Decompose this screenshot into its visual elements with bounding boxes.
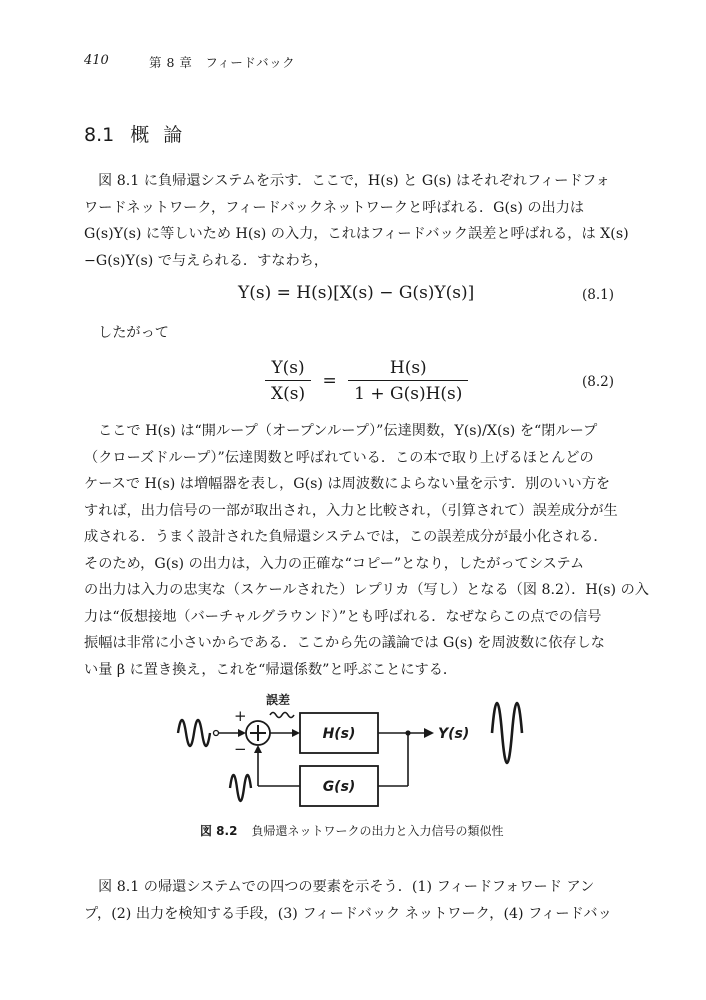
text-line: ケースで H(s) は増幅器を表し，G(s) は周波数によらない量を示す．別のいい方を	[84, 476, 611, 492]
text-line: すれば，出力信号の一部が取出され，入力と比較され，（引算されて）誤差成分が生	[84, 502, 618, 519]
text-line: 成される．うまく設計された負帰還システムでは，この誤差成分が最小化される．	[84, 529, 608, 545]
arrowhead	[254, 745, 262, 753]
plus-sign: +	[234, 707, 247, 725]
text-line: そのため，G(s) の出力は，入力の正確な“コピー”となり，したがってシステム	[84, 555, 585, 572]
lhs-numerator: Y(s)	[265, 358, 311, 381]
arrowhead	[292, 729, 300, 737]
text-line: 力は“仮想接地（バーチャルグラウンド）”とも呼ばれる．なぜならこの点での信号	[84, 608, 602, 625]
text-line: G(s)Y(s) に等しいため H(s) の入力，これはフィードバック誤差と呼ばれる，は X(s)	[84, 226, 629, 242]
paragraph-1	[84, 168, 629, 274]
text-line: ワードネットワーク，フィードバックネットワークと呼ばれる．G(s) の出力は	[84, 199, 585, 216]
arrowhead	[424, 728, 434, 738]
g-block-label: G(s)	[322, 779, 356, 795]
paragraph-3	[84, 418, 649, 683]
text-line: したがって	[98, 325, 169, 341]
section-title: 概論	[130, 124, 197, 146]
text-line: −G(s)Y(s) で与えられる．すなわち，	[84, 252, 329, 269]
text-line: 図 8.1 の帰還システムでの四つの要素を示そう．(1) フィードフォワード アン	[98, 879, 595, 895]
input-sine-wave	[178, 720, 210, 746]
error-label: 誤差	[266, 693, 291, 707]
figure-caption-text: 負帰還ネットワークの出力と入力信号の類似性	[251, 824, 504, 838]
equals-sign: =	[322, 371, 337, 391]
output-sine-wave	[492, 703, 522, 763]
h-block-label: H(s)	[322, 726, 356, 742]
minus-sign: −	[234, 740, 247, 758]
output-label: Y(s)	[438, 726, 470, 742]
fraction-rhs	[348, 358, 468, 404]
equation-number-8-2: (8.2)	[581, 374, 614, 390]
feedback-sine-wave	[230, 775, 251, 801]
paragraph-4	[84, 874, 614, 927]
page-number: 410	[84, 53, 109, 68]
lhs-denominator: X(s)	[271, 384, 306, 404]
text-line: の出力は入力の忠実な（スケールされた）レプリカ（写し）となる（図 8.2）．H(s) の入	[84, 582, 649, 598]
figure-number: 図 8.2	[200, 824, 238, 838]
equation-number-8-1: (8.1)	[581, 287, 614, 303]
figure-caption	[200, 822, 503, 839]
text-line: プ，(2) 出力を検知する手段，(3) フィードバック ネットワーク，(4) フィードバッ	[84, 905, 612, 922]
fraction-lhs	[265, 358, 311, 404]
text-line: ここで H(s) は“開ループ（オープンループ）”伝達関数，Y(s)/X(s) を“閉ループ	[98, 423, 598, 439]
input-node	[214, 731, 219, 736]
arrowhead	[238, 729, 246, 737]
text-line: （クローズドループ）”伝達関数と呼ばれている．この本で取り上げるほとんどの	[84, 449, 594, 466]
section-number: 8.1	[84, 124, 115, 146]
rhs-numerator: H(s)	[348, 358, 468, 381]
running-title: 第 8 章 フィードバック	[149, 55, 296, 70]
section-heading	[84, 120, 196, 147]
rhs-denominator: 1 + G(s)H(s)	[354, 384, 463, 404]
equation-8-2	[265, 358, 468, 404]
error-squiggle	[270, 713, 294, 718]
feedback-block-diagram	[170, 688, 540, 818]
paragraph-2	[84, 320, 614, 347]
text-line: 図 8.1 に負帰還システムを示す．ここで，H(s) と G(s) はそれぞれフィードフォ	[98, 173, 610, 189]
text-line: い量 β に置き換え，これを“帰還係数”と呼ぶことにする．	[84, 661, 458, 678]
text-line: 振幅は非常に小さいからである．ここから先の議論では G(s) を周波数に依存しな	[84, 635, 605, 651]
equation-8-1: Y(s) = H(s)[X(s) − G(s)Y(s)]	[238, 283, 475, 303]
